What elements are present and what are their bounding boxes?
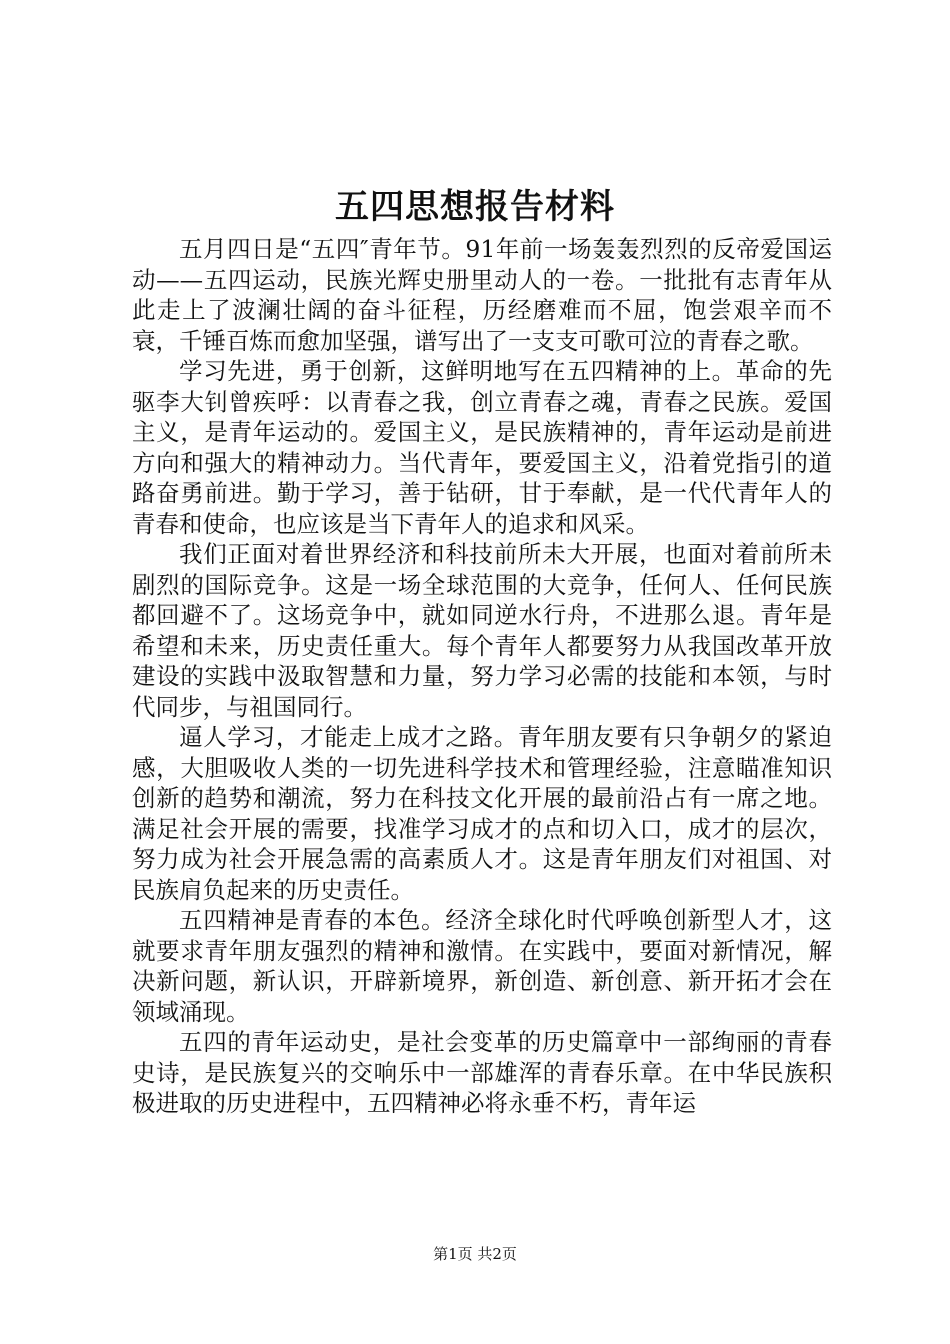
paragraph: 五四精神是青春的本色。经济全球化时代呼唤创新型人才，这就要求青年朋友强烈的精神和激情。在实践中，要面对新情况，解决新问题，新认识，开辟新境界，新创造、新创意、新开拓才会在领域涌现。 (132, 906, 832, 1026)
paragraph: 学习先进，勇于创新，这鲜明地写在五四精神的上。革命的先驱李大钊曾疾呼：以青春之我，创立青春之魂，青春之民族。爱国主义，是青年运动的。爱国主义，是民族精神的，青年运动是前进方向和强大的精神动力。当代青年，要爱国主义，沿着党指引的道路奋勇前进。勤于学习，善于钻研，甘于奉献，是一代代青年人的青春和使命，也应该是当下青年人的追求和风采。 (132, 357, 832, 538)
page-number-footer: 第1页 共2页 (433, 1245, 517, 1263)
paragraph: 我们正面对着世界经济和科技前所未大开展，也面对着前所未剧烈的国际竞争。这是一场全球范围的大竞争，任何人、任何民族都回避不了。这场竞争中，就如同逆水行舟，不进那么退。青年是希望和未来，历史责任重大。每个青年人都要努力从我国改革开放建设的实践中汲取智慧和力量，努力学习必需的技能和本领，与时代同步，与祖国同行。 (132, 540, 832, 721)
document-body (132, 234, 832, 1119)
paragraph: 逼人学习，才能走上成才之路。青年朋友要有只争朝夕的紧迫感，大胆吸收人类的一切先进科学技术和管理经验，注意瞄准知识创新的趋势和潮流，努力在科技文化开展的最前沿占有一席之地。满足社会开展的需要，找准学习成才的点和切入口，成才的层次，努力成为社会开展急需的高素质人才。这是青年朋友们对祖国、对民族肩负起来的历史责任。 (132, 723, 832, 904)
paragraph: 五月四日是“五四″青年节。91年前一场轰轰烈烈的反帝爱国运动——五四运动，民族光辉史册里动人的一卷。一批批有志青年从此走上了波澜壮阔的奋斗征程，历经磨难而不屈，饱尝艰辛而不衰，千锤百炼而愈加坚强，谱写出了一支支可歌可泣的青春之歌。 (132, 235, 832, 355)
paragraph: 五四的青年运动史，是社会变革的历史篇章中一部绚丽的青春史诗，是民族复兴的交响乐中一部雄浑的青春乐章。在中华民族积极进取的历史进程中，五四精神必将永垂不朽，青年运 (132, 1028, 832, 1117)
document-title: 五四思想报告材料 (335, 187, 615, 227)
